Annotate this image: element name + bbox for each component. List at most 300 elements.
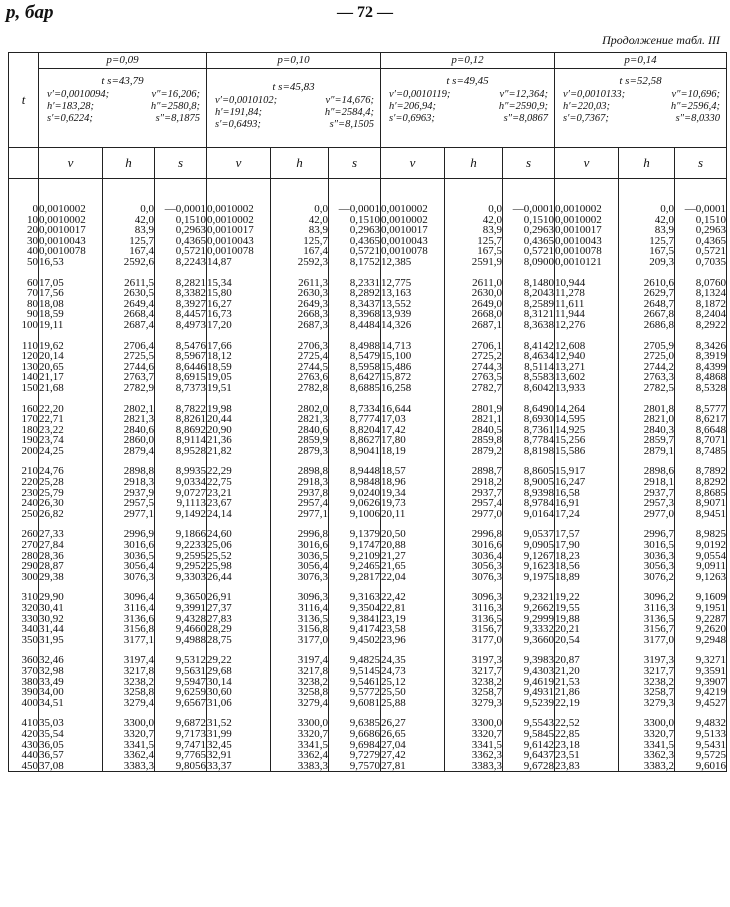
cell-v: 20,50 <box>381 529 445 540</box>
cell-v: 11,611 <box>555 299 619 310</box>
cell-h: 3320,7 <box>445 729 503 740</box>
cell-s: 8,6427 <box>329 372 381 383</box>
cell-h: 2957,5 <box>103 498 155 509</box>
cell-h: 3300,0 <box>445 718 503 729</box>
cell-h: 2840,6 <box>103 425 155 436</box>
cell-s: 8,5114 <box>503 362 555 373</box>
cell-v: 20,87 <box>555 655 619 666</box>
cell-v: 31,99 <box>207 729 271 740</box>
cell-h: 2937,7 <box>619 488 675 499</box>
cell-v: 19,55 <box>555 603 619 614</box>
cell-t: 40 <box>9 246 39 257</box>
cell-v: 15,586 <box>555 446 619 457</box>
cell-v: 22,04 <box>381 572 445 583</box>
sat-v-liquid: v′=0,0010102; <box>215 95 278 106</box>
cell-s: 0,2963 <box>155 225 207 236</box>
cell-t: 270 <box>9 540 39 551</box>
cell-s: 8,3121 <box>503 309 555 320</box>
table-row <box>9 509 727 520</box>
cell-s: 9,0905 <box>503 540 555 551</box>
cell-s: 0,4365 <box>675 236 727 247</box>
cell-v: 22,52 <box>555 718 619 729</box>
cell-h: 3076,2 <box>619 572 675 583</box>
cell-s: 8,8627 <box>329 435 381 446</box>
cell-v: 14,595 <box>555 414 619 425</box>
cell-v: 32,45 <box>207 740 271 751</box>
column-header-s: s <box>329 148 381 179</box>
cell-v: 15,256 <box>555 435 619 446</box>
cell-v: 30,14 <box>207 677 271 688</box>
cell-s: 8,8605 <box>503 466 555 477</box>
cell-h: 3016,6 <box>445 540 503 551</box>
cell-h: 2898,7 <box>445 466 503 477</box>
cell-s: 8,5967 <box>155 351 207 362</box>
saturation-block-1 <box>207 69 381 148</box>
cell-v: 0,0010078 <box>381 246 445 257</box>
column-header-h: h <box>445 148 503 179</box>
cell-v: 14,87 <box>207 257 271 268</box>
sat-v-liquid: v′=0,0010119; <box>389 89 451 100</box>
cell-h: 2648,7 <box>619 299 675 310</box>
cell-s: 9,7471 <box>155 740 207 751</box>
cell-v: 17,42 <box>381 425 445 436</box>
cell-h: 3116,4 <box>271 603 329 614</box>
cell-s: 8,8692 <box>155 425 207 436</box>
sat-h-vapor: h″=2590,9; <box>498 101 548 112</box>
cell-s: 8,8204 <box>329 425 381 436</box>
cell-s: 8,4399 <box>675 362 727 373</box>
cell-h: 2763,3 <box>619 372 675 383</box>
cell-t: 330 <box>9 614 39 625</box>
saturation-temp: t s=52,58 <box>619 75 662 87</box>
cell-h: 2840,5 <box>445 425 503 436</box>
cell-v: 32,98 <box>39 666 103 677</box>
cell-s: 9,4619 <box>503 677 555 688</box>
cell-s: 9,2287 <box>675 614 727 625</box>
cell-h: 2937,9 <box>103 488 155 499</box>
cell-s: 8,9005 <box>503 477 555 488</box>
cell-h: 3076,3 <box>445 572 503 583</box>
cell-h: 3217,7 <box>619 666 675 677</box>
saturation-temp: t s=43,79 <box>101 75 144 87</box>
cell-t: 300 <box>9 572 39 583</box>
cell-s: 9,2109 <box>329 551 381 562</box>
table-row <box>9 257 727 268</box>
cell-s: 9,1379 <box>329 529 381 540</box>
cell-s: 9,1747 <box>329 540 381 551</box>
cell-s: 9,6686 <box>329 729 381 740</box>
cell-s: 8,1752 <box>329 257 381 268</box>
cell-h: 2977,1 <box>271 509 329 520</box>
cell-v: 0,0010002 <box>39 204 103 215</box>
cell-h: 0,0 <box>445 204 503 215</box>
cell-s: —0,0001 <box>503 204 555 215</box>
cell-v: 17,24 <box>555 509 619 520</box>
cell-s: 0,5721 <box>503 246 555 257</box>
cell-h: 2744,5 <box>271 362 329 373</box>
cell-s: 8,4868 <box>675 372 727 383</box>
cell-v: 20,88 <box>381 540 445 551</box>
cell-v: 19,98 <box>207 404 271 415</box>
cell-s: 9,6142 <box>503 740 555 751</box>
cell-h: 3320,7 <box>619 729 675 740</box>
cell-t: 380 <box>9 677 39 688</box>
cell-s: 9,0192 <box>675 540 727 551</box>
cell-s: 8,7822 <box>155 404 207 415</box>
cell-h: 3116,3 <box>445 603 503 614</box>
cell-h: 2801,8 <box>619 404 675 415</box>
cell-s: 8,2821 <box>155 278 207 289</box>
cell-t: 180 <box>9 425 39 436</box>
cell-h: 2996,8 <box>271 529 329 540</box>
cell-s: 9,6567 <box>155 698 207 709</box>
cell-v: 25,50 <box>381 687 445 698</box>
cell-v: 17,56 <box>39 288 103 299</box>
cell-h: 2898,6 <box>619 466 675 477</box>
cell-v: 16,247 <box>555 477 619 488</box>
cell-h: 2782,9 <box>103 383 155 394</box>
cell-s: 8,9528 <box>155 446 207 457</box>
cell-v: 18,96 <box>381 477 445 488</box>
cell-s: 9,0626 <box>329 498 381 509</box>
cell-h: 2668,3 <box>271 309 329 320</box>
cell-h: 3156,8 <box>271 624 329 635</box>
cell-s: 0,1510 <box>155 215 207 226</box>
cell-s: 9,0727 <box>155 488 207 499</box>
cell-s: 9,5947 <box>155 677 207 688</box>
cell-s: 8,9448 <box>329 466 381 477</box>
cell-h: 3036,3 <box>619 551 675 562</box>
cell-v: 17,66 <box>207 341 271 352</box>
cell-v: 24,60 <box>207 529 271 540</box>
cell-v: 0,0010078 <box>555 246 619 257</box>
cell-v: 28,29 <box>207 624 271 635</box>
cell-v: 19,34 <box>381 488 445 499</box>
cell-v: 13,163 <box>381 288 445 299</box>
cell-h: 2611,3 <box>271 278 329 289</box>
cell-v: 36,05 <box>39 740 103 751</box>
cell-t: 80 <box>9 299 39 310</box>
cell-v: 22,85 <box>555 729 619 740</box>
column-header-v: v <box>207 148 271 179</box>
cell-v: 22,71 <box>39 414 103 425</box>
cell-v: 19,62 <box>39 341 103 352</box>
cell-h: 3156,8 <box>103 624 155 635</box>
cell-s: 8,5479 <box>329 351 381 362</box>
cell-h: 125,7 <box>619 236 675 247</box>
cell-h: 42,0 <box>103 215 155 226</box>
cell-v: 27,33 <box>39 529 103 540</box>
row-spacer <box>9 394 727 404</box>
cell-v: 35,03 <box>39 718 103 729</box>
sat-h-liquid: h′=220,03; <box>563 101 611 112</box>
cell-s: 8,9935 <box>155 466 207 477</box>
cell-v: 13,271 <box>555 362 619 373</box>
cell-s: 9,1866 <box>155 529 207 540</box>
cell-h: 2686,8 <box>619 320 675 331</box>
cell-v: 27,37 <box>207 603 271 614</box>
cell-v: 17,03 <box>381 414 445 425</box>
cell-s: 9,0554 <box>675 551 727 562</box>
cell-s: 9,5772 <box>329 687 381 698</box>
sat-s-vapor: s″=8,0867 <box>503 113 548 124</box>
cell-s: 9,4832 <box>675 718 727 729</box>
table-row <box>9 204 727 215</box>
cell-s: 8,9114 <box>155 435 207 446</box>
cell-s: 0,4365 <box>155 236 207 247</box>
cell-v: 20,90 <box>207 425 271 436</box>
cell-v: 21,36 <box>207 435 271 446</box>
saturation-temp: t s=49,45 <box>446 75 489 87</box>
saturation-temp: t s=45,83 <box>272 81 315 93</box>
cell-h: 209,3 <box>619 257 675 268</box>
cell-v: 13,602 <box>555 372 619 383</box>
cell-h: 2802,0 <box>271 404 329 415</box>
cell-v: 0,0010002 <box>555 215 619 226</box>
cell-h: 2860,0 <box>103 435 155 446</box>
cell-v: 30,41 <box>39 603 103 614</box>
cell-t: 0 <box>9 204 39 215</box>
cell-s: 9,4303 <box>503 666 555 677</box>
cell-s: 8,4142 <box>503 341 555 352</box>
table-row <box>9 635 727 646</box>
cell-h: 167,4 <box>271 246 329 257</box>
cell-h: 3016,6 <box>103 540 155 551</box>
sat-v-vapor: v″=16,206; <box>151 89 200 100</box>
cell-h: 2687,1 <box>445 320 503 331</box>
cell-h: 3116,3 <box>619 603 675 614</box>
cell-s: —0,0001 <box>329 204 381 215</box>
cell-h: 2592,6 <box>103 257 155 268</box>
cell-v: 0,0010002 <box>381 204 445 215</box>
cell-h: 2996,8 <box>445 529 503 540</box>
cell-h: 2706,3 <box>271 341 329 352</box>
cell-s: 8,8292 <box>675 477 727 488</box>
pressure-label-3: p=0,14 <box>555 53 727 69</box>
cell-s: 8,6885 <box>329 383 381 394</box>
cell-h: 167,5 <box>445 246 503 257</box>
cell-h: 3383,3 <box>445 761 503 772</box>
cell-h: 3279,3 <box>619 698 675 709</box>
sat-h-vapor: h″=2596,4; <box>670 101 720 112</box>
cell-s: 8,1480 <box>503 278 555 289</box>
cell-v: 26,82 <box>39 509 103 520</box>
sat-s-liquid: s′=0,6963; <box>389 113 435 124</box>
cell-v: 15,486 <box>381 362 445 373</box>
cell-s: 8,3919 <box>675 351 727 362</box>
cell-t: 140 <box>9 372 39 383</box>
cell-t: 350 <box>9 635 39 646</box>
cell-h: 2744,2 <box>619 362 675 373</box>
cell-v: 25,98 <box>207 561 271 572</box>
cell-s: 9,5725 <box>675 750 727 761</box>
cell-h: 3197,4 <box>103 655 155 666</box>
cell-v: 27,81 <box>381 761 445 772</box>
cell-v: 33,49 <box>39 677 103 688</box>
cell-h: 3362,4 <box>103 750 155 761</box>
cell-h: 42,0 <box>271 215 329 226</box>
cell-s: 9,3841 <box>329 614 381 625</box>
cell-v: 13,933 <box>555 383 619 394</box>
cell-v: 0,0010043 <box>39 236 103 247</box>
cell-v: 37,08 <box>39 761 103 772</box>
cell-h: 2977,0 <box>445 509 503 520</box>
column-header-s: s <box>675 148 727 179</box>
cell-v: 18,59 <box>39 309 103 320</box>
cell-h: 2725,4 <box>271 351 329 362</box>
cell-h: 3320,7 <box>271 729 329 740</box>
cell-v: 12,608 <box>555 341 619 352</box>
column-header-t: t <box>9 53 39 148</box>
cell-s: 9,5239 <box>503 698 555 709</box>
cell-s: 9,1951 <box>675 603 727 614</box>
cell-v: 0,0010002 <box>39 215 103 226</box>
cell-v: 22,81 <box>381 603 445 614</box>
cell-v: 12,775 <box>381 278 445 289</box>
cell-s: 9,3271 <box>675 655 727 666</box>
cell-v: 16,644 <box>381 404 445 415</box>
cell-h: 2667,8 <box>619 309 675 320</box>
cell-v: 12,276 <box>555 320 619 331</box>
cell-t: 130 <box>9 362 39 373</box>
cell-h: 2649,4 <box>103 299 155 310</box>
cell-v: 11,278 <box>555 288 619 299</box>
cell-t: 70 <box>9 288 39 299</box>
cell-v: 22,42 <box>381 592 445 603</box>
cell-h: 2705,9 <box>619 341 675 352</box>
cell-v: 23,96 <box>381 635 445 646</box>
cell-v: 13,552 <box>381 299 445 310</box>
cell-s: 9,5543 <box>503 718 555 729</box>
cell-v: 0,0010121 <box>555 257 619 268</box>
sat-s-vapor: s″=8,1875 <box>155 113 200 124</box>
cell-v: 25,06 <box>207 540 271 551</box>
cell-v: 24,73 <box>381 666 445 677</box>
cell-v: 18,89 <box>555 572 619 583</box>
cell-h: 3136,6 <box>103 614 155 625</box>
cell-s: 8,7334 <box>329 404 381 415</box>
cell-t: 360 <box>9 655 39 666</box>
cell-h: 2725,0 <box>619 351 675 362</box>
cell-v: 31,95 <box>39 635 103 646</box>
cell-s: 8,4634 <box>503 351 555 362</box>
cell-s: 9,3660 <box>503 635 555 646</box>
cell-t: 290 <box>9 561 39 572</box>
cell-v: 22,19 <box>555 698 619 709</box>
cell-s: 8,1872 <box>675 299 727 310</box>
cell-v: 19,51 <box>207 383 271 394</box>
cell-v: 15,872 <box>381 372 445 383</box>
cell-h: 3258,8 <box>271 687 329 698</box>
sat-s-liquid: s′=0,6493; <box>215 119 261 130</box>
cell-h: 3300,0 <box>619 718 675 729</box>
cell-h: 2610,6 <box>619 278 675 289</box>
column-header-row <box>9 148 727 179</box>
table-row <box>9 761 727 772</box>
cell-h: 42,0 <box>619 215 675 226</box>
cell-h: 83,9 <box>103 225 155 236</box>
cell-h: 2879,2 <box>445 446 503 457</box>
cell-h: 2918,2 <box>445 477 503 488</box>
cell-s: 9,6016 <box>675 761 727 772</box>
cell-h: 2859,7 <box>619 435 675 446</box>
cell-h: 3383,2 <box>619 761 675 772</box>
cell-v: 12,385 <box>381 257 445 268</box>
cell-h: 3279,4 <box>271 698 329 709</box>
cell-v: 18,56 <box>555 561 619 572</box>
cell-s: 8,2243 <box>155 257 207 268</box>
sat-v-vapor: v″=14,676; <box>325 95 374 106</box>
cell-s: 9,3303 <box>155 572 207 583</box>
cell-v: 26,91 <box>207 592 271 603</box>
cell-h: 3016,5 <box>619 540 675 551</box>
cell-v: 14,713 <box>381 341 445 352</box>
cell-h: 2840,6 <box>271 425 329 436</box>
cell-h: 3217,7 <box>445 666 503 677</box>
cell-t: 230 <box>9 488 39 499</box>
cell-h: 2802,1 <box>103 404 155 415</box>
cell-h: 3258,7 <box>445 687 503 698</box>
cell-h: 3300,0 <box>271 718 329 729</box>
cell-h: 3383,3 <box>271 761 329 772</box>
cell-v: 23,22 <box>39 425 103 436</box>
cell-s: 9,4988 <box>155 635 207 646</box>
cell-s: 9,0164 <box>503 509 555 520</box>
cell-h: 2801,9 <box>445 404 503 415</box>
cell-h: 2898,8 <box>271 466 329 477</box>
cell-t: 320 <box>9 603 39 614</box>
cell-s: 9,3907 <box>675 677 727 688</box>
sat-s-liquid: s′=0,6224; <box>47 113 93 124</box>
cell-v: 20,11 <box>381 509 445 520</box>
cell-h: 2687,3 <box>271 320 329 331</box>
cell-v: 28,36 <box>39 551 103 562</box>
cell-s: 8,3382 <box>155 288 207 299</box>
cell-s: 0,4365 <box>329 236 381 247</box>
cell-s: 8,9041 <box>329 446 381 457</box>
cell-v: 16,91 <box>555 498 619 509</box>
steam-properties-table <box>8 52 727 772</box>
cell-v: 13,939 <box>381 309 445 320</box>
cell-h: 3036,4 <box>445 551 503 562</box>
cell-h: 3197,3 <box>445 655 503 666</box>
cell-h: 2840,3 <box>619 425 675 436</box>
cell-v: 0,0010043 <box>555 236 619 247</box>
cell-h: 3279,4 <box>103 698 155 709</box>
cell-v: 16,27 <box>207 299 271 310</box>
table-row <box>9 383 727 394</box>
cell-h: 2649,0 <box>445 299 503 310</box>
cell-v: 17,80 <box>381 435 445 446</box>
cell-v: 24,25 <box>39 446 103 457</box>
cell-s: 8,5958 <box>329 362 381 373</box>
cell-s: 8,7485 <box>675 446 727 457</box>
cell-s: 9,3983 <box>503 655 555 666</box>
cell-v: 0,0010078 <box>207 246 271 257</box>
cell-h: 2763,7 <box>103 372 155 383</box>
cell-s: 8,2404 <box>675 309 727 320</box>
cell-s: 9,2620 <box>675 624 727 635</box>
cell-v: 16,53 <box>39 257 103 268</box>
cell-s: 9,7279 <box>329 750 381 761</box>
cell-h: 3177,0 <box>271 635 329 646</box>
column-header-blank <box>9 148 39 179</box>
cell-h: 42,0 <box>445 215 503 226</box>
table-body <box>9 179 727 772</box>
cell-h: 2687,4 <box>103 320 155 331</box>
column-header-s: s <box>503 148 555 179</box>
cell-h: 3341,5 <box>103 740 155 751</box>
